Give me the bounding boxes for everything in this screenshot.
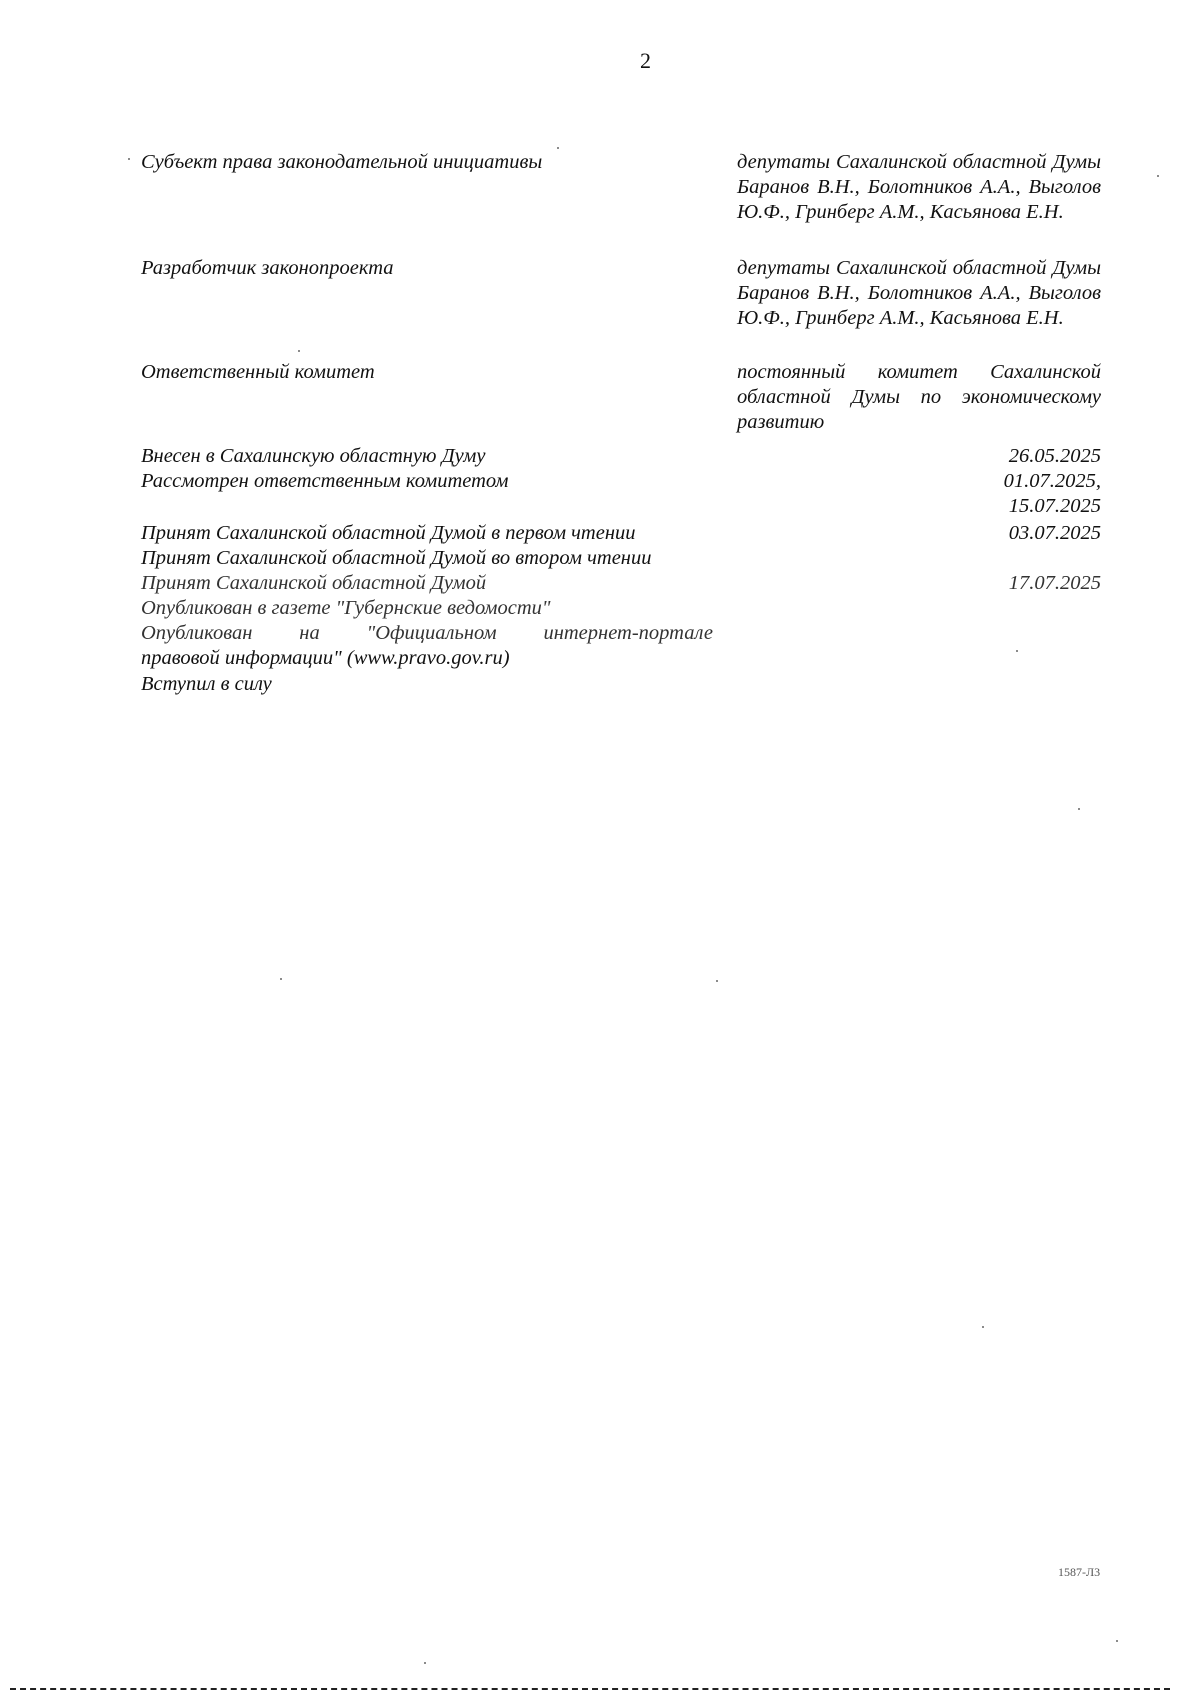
committee-value: постоянный комитет Сахалинской областной Думы по экономическому развитию <box>737 361 1101 433</box>
subject-value: депутаты Сахалинской областной Думы Баранов В.Н., Болотников А.А., Выголов Ю.Ф., Гринберг А.М., Касьянова Е.Н. <box>737 151 1101 223</box>
document-code: 1587-Л3 <box>1058 1565 1101 1579</box>
published-portal-line-2: правовой информации" (www.pravo.gov.ru) <box>141 647 510 669</box>
adopted-date: 17.07.2025 <box>1008 572 1101 594</box>
published-portal-line <box>141 621 713 646</box>
scan-speck <box>1078 808 1080 810</box>
developer-label: Разработчик законопроекта <box>141 257 394 279</box>
first-reading-label: Принят Сахалинской областной Думой в первом чтении <box>141 522 636 544</box>
scan-speck <box>424 1662 426 1664</box>
page-number: 2 <box>640 48 651 73</box>
in-force-label: Вступил в силу <box>141 673 272 695</box>
scan-speck <box>557 147 559 149</box>
reviewed-date-2: 15.07.2025 <box>1008 495 1101 517</box>
adopted-label: Принят Сахалинской областной Думой <box>141 572 487 594</box>
submitted-label: Внесен в Сахалинскую областную Думу <box>141 445 486 467</box>
committee-label: Ответственный комитет <box>141 361 375 383</box>
published-portal-word-1: Опубликован <box>141 622 253 644</box>
scan-speck <box>1116 1640 1118 1642</box>
scan-speck <box>298 350 300 352</box>
subject-label: Субъект права законодательной инициативы <box>141 151 543 173</box>
scan-speck <box>1016 650 1018 652</box>
published-newspaper-label: Опубликован в газете "Губернские ведомости" <box>141 597 551 619</box>
scan-speck <box>1157 175 1159 177</box>
reviewed-label: Рассмотрен ответственным комитетом <box>141 470 509 492</box>
scan-speck <box>982 1326 984 1328</box>
first-reading-date: 03.07.2025 <box>1008 522 1101 544</box>
scan-speck <box>716 980 718 982</box>
scan-edge-line <box>10 1688 1170 1690</box>
reviewed-date-1: 01.07.2025, <box>1003 470 1101 492</box>
developer-value: депутаты Сахалинской областной Думы Баранов В.Н., Болотников А.А., Выголов Ю.Ф., Гринберг А.М., Касьянова Е.Н. <box>737 257 1101 329</box>
published-portal-word-2: на <box>299 622 320 644</box>
second-reading-label: Принят Сахалинской областной Думой во втором чтении <box>141 547 652 569</box>
published-portal-word-4: интернет-портале <box>543 622 713 644</box>
scan-speck <box>280 978 282 980</box>
scan-speck <box>128 158 130 160</box>
published-portal-word-3: "Официальном <box>366 622 497 644</box>
submitted-date: 26.05.2025 <box>1008 445 1101 467</box>
